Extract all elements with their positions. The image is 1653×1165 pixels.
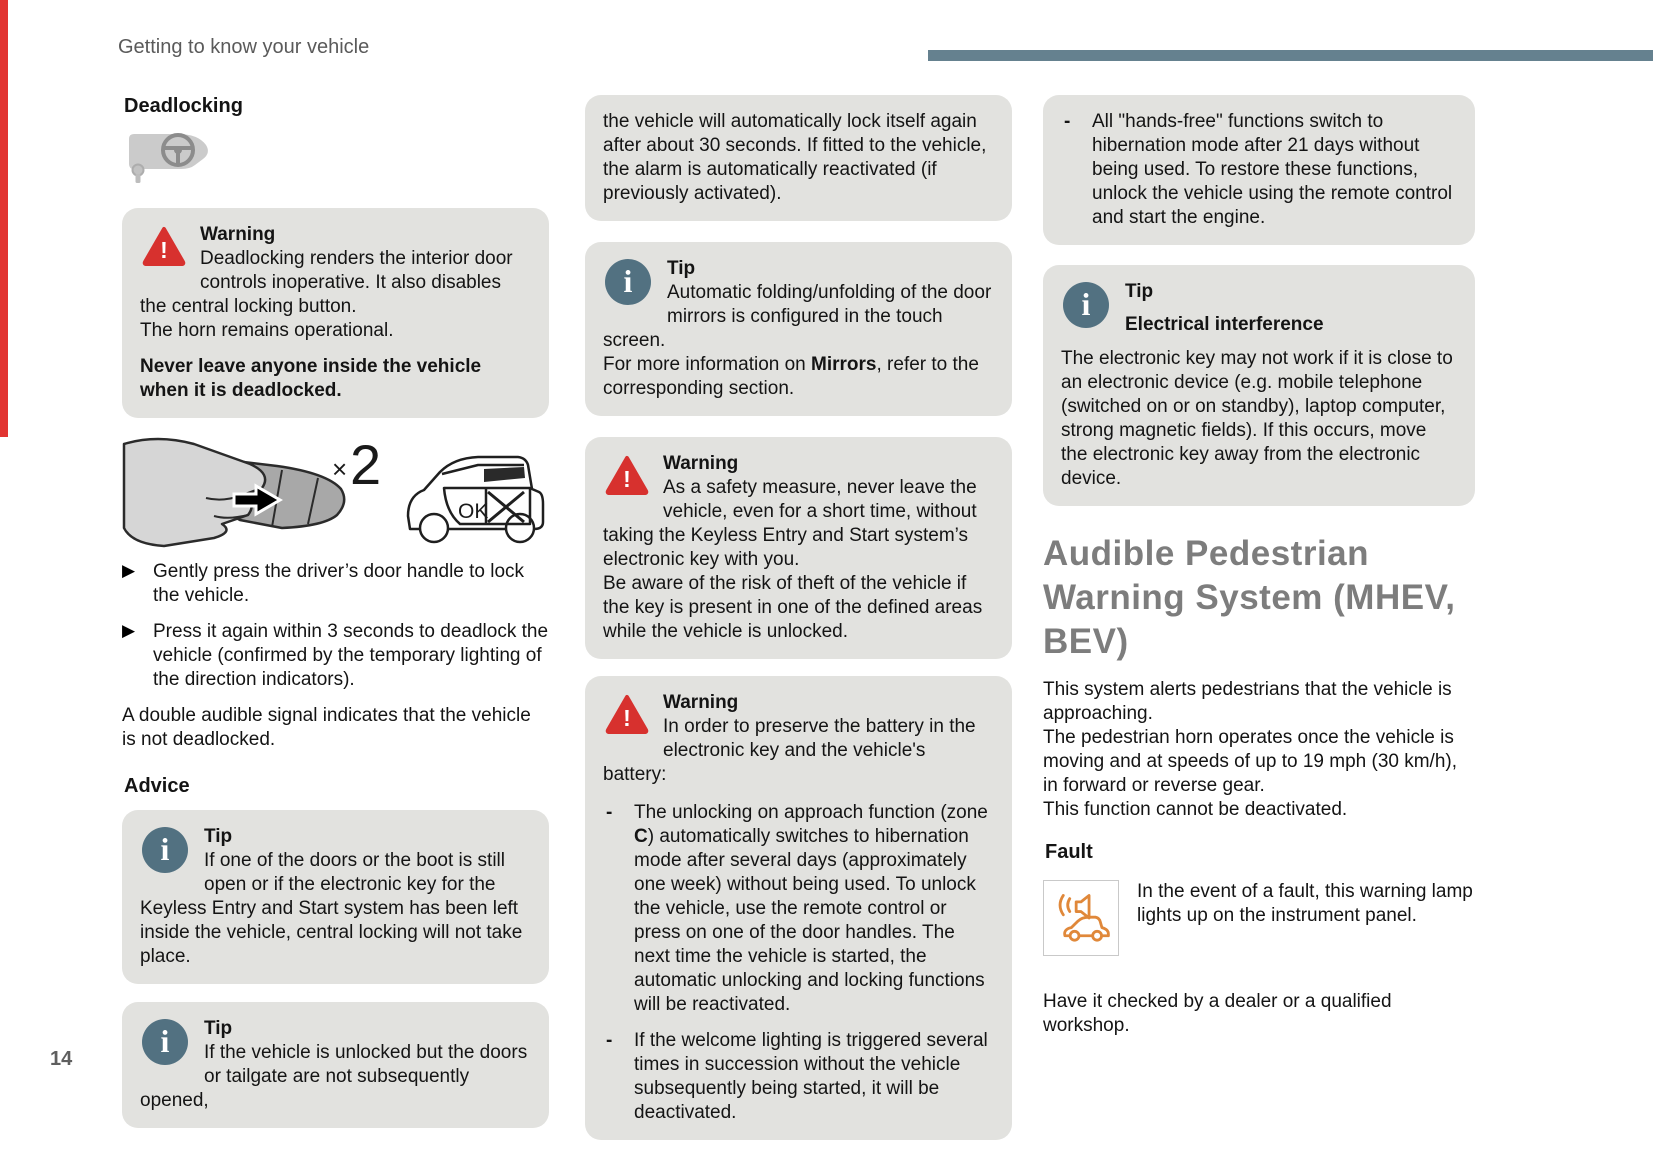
warning-list-text: The unlocking on approach function (zone (634, 802, 988, 823)
tip-title: Tip (667, 258, 696, 279)
warning-bold-text: Never leave anyone inside the vehicle when it is deadlocked. (140, 356, 482, 401)
warning-triangle-icon (605, 694, 649, 734)
warning-text: In order to preserve the battery in the electronic key and the vehicle's battery: (603, 716, 976, 785)
tip-title: Tip (204, 1018, 233, 1039)
warning-lamp-frame (1043, 880, 1119, 956)
fault-indicator-row (1043, 880, 1475, 956)
body-paragraph: The pedestrian horn operates once the vehicle is moving and at speeds of up to 19 mph (30 km/h), in forward or reverse gear. (1043, 727, 1458, 796)
warning-title: Warning (663, 453, 739, 474)
body-paragraph: This system alerts pedestrians that the vehicle is approaching. (1043, 679, 1452, 724)
warning-glyph: ! (623, 705, 631, 731)
dash-bullet-icon: - (606, 802, 613, 823)
column-3 (1043, 95, 1475, 1038)
deadlock-procedure-figure (122, 432, 549, 550)
tip-box-mirrors (585, 242, 1012, 416)
fault-text: In the event of a fault, this warning lamp lights up on the instrument panel. (1137, 881, 1473, 926)
tip-box-electrical-interference (1043, 265, 1475, 506)
tip-text: , refer to the corresponding section. (603, 354, 979, 399)
warning-title: Warning (663, 692, 739, 713)
pedestrian-horn-car-icon (1052, 889, 1110, 947)
warning-triangle-icon (605, 455, 649, 495)
instruction-bullet (122, 620, 549, 692)
box-list-text: All "hands-free" functions switch to hibernation mode after 21 days without being used. To restore these functions, unlock the vehicle using the remote control and start the engine. (1092, 111, 1453, 228)
tip-text: The electronic key may not work if it is close to an electronic device (e.g. mobile telephone (switched on or on standby), laptop computer, strong magnetic fields). If this occurs, move the electronic key away from the electronic device. (1061, 348, 1453, 489)
tip-text-bold: Mirrors (811, 354, 877, 375)
info-tip-icon: i (1063, 282, 1109, 328)
warning-list-text: If the welcome lighting is triggered several times in succession without the vehicle subsequently being started, it will be deactivated. (634, 1030, 988, 1123)
warning-box-keyless-key (585, 437, 1012, 659)
arrow-bullet-icon: ▶ (122, 621, 136, 640)
warning-text: As a safety measure, never leave the vehicle, even for a short time, without taking the Keyless Entry and Start system’s electronic key with you. (603, 477, 977, 570)
warning-list-text-bold: C (634, 826, 648, 847)
warning-list-item (603, 801, 994, 1017)
header-rule-bar (928, 50, 1653, 61)
warning-list-item (603, 1029, 994, 1125)
tip-text: If one of the doors or the boot is still open or if the electronic key for the Keyless Entry and Start system has been left inside the vehicle, central locking will not take place. (140, 850, 523, 967)
tip-title: Tip (204, 826, 233, 847)
warning-text: Be aware of the risk of theft of the vehicle if the key is present in one of the defined areas while the vehicle is unlocked. (603, 573, 983, 642)
instruction-text: Gently press the driver’s door handle to lock the vehicle. (153, 561, 525, 606)
car-ok-label: OK (458, 500, 489, 523)
tip-text: Automatic folding/unfolding of the door mirrors is configured in the touch screen. (603, 282, 992, 351)
advice-heading: Advice (124, 775, 190, 797)
tip-box-unlocked-not-opened (122, 1002, 549, 1128)
column-1 (122, 94, 549, 1128)
warning-text: Deadlocking renders the interior door controls inoperative. It also disables the central locking button. (140, 248, 513, 317)
box-text: the vehicle will automatically lock itself again after about 30 seconds. If fitted to the vehicle, the alarm is automatically reactivated (if previously activated). (603, 111, 987, 204)
closing-paragraph: Have it checked by a dealer or a qualified workshop. (1043, 991, 1392, 1036)
instruction-bullet (122, 560, 549, 608)
dash-bullet-icon: - (606, 1030, 613, 1051)
tip-title: Tip (1125, 281, 1154, 302)
info-tip-icon: i (142, 1019, 188, 1065)
continuation-box-hands-free (1043, 95, 1475, 245)
box-list-item (1061, 110, 1457, 230)
times-sign-label: × (332, 454, 348, 484)
times-count-label: 2 (350, 433, 382, 496)
keyless-steering-wheel-icon (124, 130, 220, 184)
tip-subtitle: Electrical interference (1125, 314, 1324, 335)
body-paragraph: A double audible signal indicates that the vehicle is not deadlocked. (122, 705, 531, 750)
dash-bullet-icon: - (1064, 111, 1071, 132)
warning-list-text: ) automatically switches to hibernation mode after several days (approximately one week) without being used. To unlock the vehicle, use the remote control or press on one of the door handles. The next time the vehicle is started, the automatic unlocking and locking functions will be reactivated. (634, 826, 985, 1015)
page-accent-stripe (0, 0, 8, 437)
warning-box-deadlocking (122, 208, 549, 418)
body-paragraph: This function cannot be deactivated. (1043, 799, 1348, 820)
tip-box-doors-open (122, 810, 549, 984)
warning-glyph: ! (160, 237, 168, 263)
warning-glyph: ! (623, 466, 631, 492)
tip-text: If the vehicle is unlocked but the doors or tailgate are not subsequently opened, (140, 1042, 528, 1111)
warning-triangle-icon (142, 226, 186, 266)
info-tip-icon: i (605, 259, 651, 305)
warning-box-battery (585, 676, 1012, 1140)
page-number: 14 (50, 1048, 73, 1070)
arrow-bullet-icon: ▶ (122, 561, 136, 580)
running-header: Getting to know your vehicle (118, 36, 370, 58)
warning-text: The horn remains operational. (140, 320, 394, 341)
deadlocking-heading: Deadlocking (124, 95, 243, 117)
continuation-box-auto-relock (585, 95, 1012, 221)
column-2 (585, 95, 1012, 1140)
info-tip-icon: i (142, 827, 188, 873)
warning-title: Warning (200, 224, 276, 245)
instruction-text: Press it again within 3 seconds to deadlock the vehicle (confirmed by the temporary lighting of the direction indicators). (153, 621, 549, 690)
fault-heading: Fault (1045, 841, 1093, 863)
section-heading-apws: Audible Pedestrian Warning System (MHEV, BEV) (1043, 534, 1456, 661)
tip-text: For more information on (603, 354, 812, 375)
